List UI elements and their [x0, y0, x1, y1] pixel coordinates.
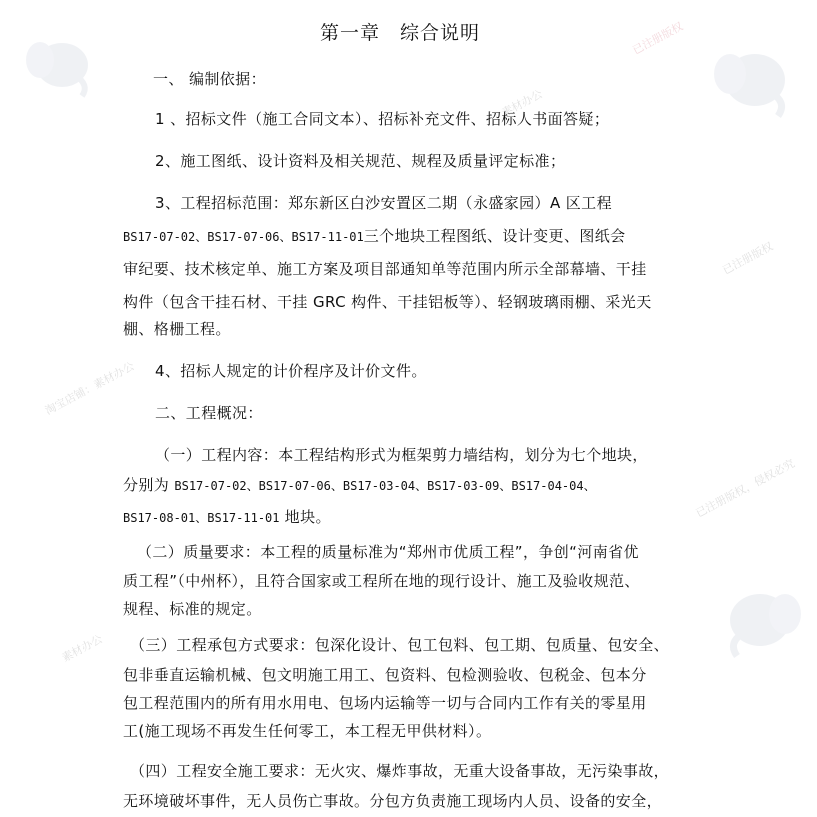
watermark-text: 已注册版权 [720, 239, 776, 278]
paragraph-line: 构件（包含干挂石材、干挂 GRC 构件、干挂铝板等）、轻钢玻璃雨棚、采光天 [123, 293, 652, 311]
paragraph-text: 地块。 [284, 508, 331, 526]
watermark-text: 素材办公 [499, 87, 545, 120]
paragraph-line: 3、工程招标范围：郑东新区白沙安置区二期（永盛家园）A 区工程 [155, 194, 612, 212]
parcel-codes: BS17-08-01、BS17-11-01 [123, 511, 280, 525]
paragraph-line: 无环境破坏事件，无人员伤亡事故。分包方负责施工现场内人员、设备的安全， [123, 792, 663, 810]
section-heading: 二、工程概况： [155, 404, 263, 422]
elephant-watermark-icon [715, 580, 805, 660]
paragraph-line: 工(施工现场不再发生任何零工，本工程无甲供材料）。 [123, 722, 492, 740]
paragraph-line: （四）工程安全施工要求：无火灾、爆炸事故，无重大设备事故，无污染事故， [130, 762, 670, 780]
page-title: 第一章 综合说明 [320, 22, 481, 44]
parcel-codes: BS17-07-02、BS17-07-06、BS17-03-04、BS17-03-09、BS17-04-04、 [174, 479, 596, 493]
paragraph-line: 包非垂直运输机械、包文明施工用工、包资料、包检测验收、包税金、包本分 [123, 666, 647, 684]
paragraph-line: 包工程范围内的所有用水用电、包场内运输等一切与合同内工作有关的零星用 [123, 694, 647, 712]
paragraph-line: （三）工程承包方式要求：包深化设计、包工包料、包工期、包质量、包安全、 [130, 636, 670, 654]
paragraph-text: 分别为 [123, 476, 170, 494]
paragraph-line: 1 、招标文件（施工合同文本）、招标补充文件、招标人书面答疑； [155, 110, 610, 128]
paragraph-line: 质工程”（中州杯），且符合国家或工程所在地的现行设计、施工及验收规范、 [123, 572, 640, 590]
watermark-text: 素材办公 [59, 632, 105, 665]
paragraph-text: 三个地块工程图纸、设计变更、图纸会 [363, 227, 626, 245]
watermark-text: 淘宝店铺：素材办公 [42, 359, 137, 418]
paragraph-line [123, 506, 331, 529]
paragraph-line: 2、施工图纸、设计资料及相关规范、规程及质量评定标准； [155, 152, 566, 170]
parcel-codes: BS17-07-02、BS17-07-06、BS17-11-01 [123, 230, 364, 244]
paragraph-line: 棚、格栅工程。 [123, 320, 231, 338]
paragraph-line: （二）质量要求：本工程的质量标准为“郑州市优质工程”，争创“河南省优 [137, 543, 639, 561]
watermark-text: 已注册版权 [630, 19, 686, 58]
paragraph-line: （一）工程内容：本工程结构形式为框架剪力墙结构，划分为七个地块， [155, 446, 648, 464]
paragraph-line: 规程、标准的规定。 [123, 600, 262, 618]
paragraph-line [123, 474, 596, 497]
paragraph-line: 审纪要、技术核定单、施工方案及项目部通知单等范围内所示全部幕墙、干挂 [123, 260, 647, 278]
watermark-text: 已注册版权，侵权必究 [693, 456, 797, 521]
paragraph-line [123, 225, 626, 248]
elephant-watermark-icon [710, 40, 800, 120]
elephant-watermark-icon [20, 30, 100, 100]
paragraph-line: 4、招标人规定的计价程序及计价文件。 [155, 362, 427, 380]
section-heading: 一、 编制依据： [153, 70, 266, 88]
